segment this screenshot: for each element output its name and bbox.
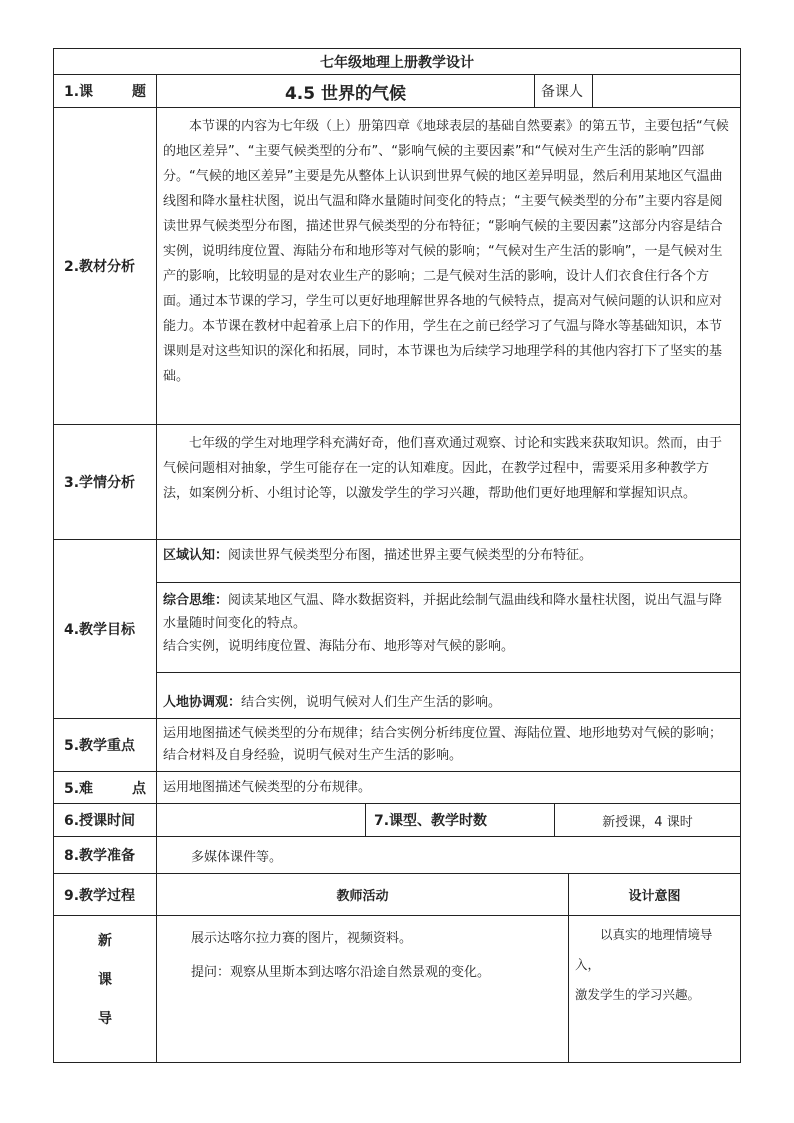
preparer-value[interactable]	[593, 75, 740, 107]
teacher-activity-line-2: 提问：观察从里斯本到达喀尔沿途自然景观的变化。	[191, 965, 491, 980]
process-header-row	[53, 874, 741, 916]
process-label: 9.教学过程	[54, 874, 157, 915]
design-intent-header: 设计意图	[628, 889, 681, 904]
teacher-activity-header: 教师活动	[157, 874, 569, 915]
goal-synthesis-text: 阅读某地区气温、降水数据资料，并据此绘制气温曲线和降水量柱状图，说出气温与降水量随时间变化的特点。	[163, 593, 723, 631]
goal-regional	[157, 540, 740, 583]
title-row	[53, 48, 741, 75]
difficulty-text: 运用地图描述气候类型的分布规律。	[163, 780, 372, 795]
goal-synthesis	[157, 583, 740, 673]
material-label: 2.教材分析	[54, 108, 157, 424]
difficulty-label-num: 5.难	[64, 780, 94, 797]
keypoints-label: 5.教学重点	[54, 719, 157, 771]
goals-label: 4.教学目标	[54, 540, 157, 718]
process-content-row	[53, 916, 741, 1063]
lesson-type-label: 7.课型、教学时数	[366, 804, 555, 836]
design-intent	[569, 916, 740, 1062]
stage-char-1: 新	[98, 933, 112, 949]
prep-text: 多媒体课件等。	[191, 849, 283, 865]
goals-row	[53, 540, 741, 719]
material-row	[53, 108, 741, 425]
goal-human-earth-head: 人地协调观：	[163, 695, 242, 710]
learners-text: 七年级的学生对地理学科充满好奇，他们喜欢通过观察、讨论和实践来获取知识。然而，由于气候问题相对抽象，学生可能存在一定的认知难度。因此，在教学过程中，需要采用多种教学方法，如案例分析、小组讨论等，以激发学生的学习兴趣，帮助他们更好地理解和掌握知识点。	[163, 436, 723, 501]
prep-row	[53, 837, 741, 874]
goals-content	[157, 540, 740, 718]
stage-label	[54, 916, 157, 1062]
difficulty-row	[53, 772, 741, 804]
topic-value: 4.5 世界的气候	[157, 75, 535, 107]
lesson-type-value: 新授课，4 课时	[602, 814, 693, 830]
teacher-activity	[157, 916, 569, 1062]
topic-label-end: 题	[132, 84, 146, 100]
design-intent-line-1: 以真实的地理情境导入，	[575, 927, 713, 972]
document-title: 七年级地理上册教学设计	[320, 54, 474, 71]
goal-human-earth-text: 结合实例，说明气候对人们生产生活的影响。	[241, 695, 502, 710]
difficulty-label	[54, 772, 157, 803]
goal-synthesis-head: 综合思维：	[163, 593, 229, 608]
prep-label: 8.教学准备	[54, 837, 157, 873]
keypoints-text: 运用地图描述气候类型的分布规律；结合实例分析纬度位置、海陆位置、地形地势对气候的影响；结合材料及自身经验，说明气候对生产生活的影响。	[163, 726, 723, 763]
keypoints-row	[53, 719, 741, 772]
design-intent-line-2: 激发学生的学习兴趣。	[575, 987, 701, 1002]
stage-char-3: 导	[98, 1011, 112, 1027]
time-label: 6.授课时间	[54, 804, 157, 836]
time-value[interactable]	[157, 804, 366, 836]
preparer-label: 备课人	[535, 75, 593, 107]
goal-synthesis-extra: 结合实例，说明纬度位置、海陆分布、地形等对气候的影响。	[163, 639, 515, 654]
learners-row	[53, 425, 741, 540]
teacher-activity-line-1: 展示达喀尔拉力赛的图片，视频资料。	[191, 931, 413, 946]
stage-char-2: 课	[98, 972, 112, 988]
topic-row	[53, 75, 741, 108]
goal-regional-text: 阅读世界气候类型分布图，描述世界主要气候类型的分布特征。	[228, 548, 593, 563]
difficulty-label-end: 点	[132, 780, 146, 797]
lesson-plan-table	[53, 48, 741, 1063]
material-text: 本节课的内容为七年级（上）册第四章《地球表层的基础自然要素》的第五节，主要包括“气候的地区差异”、“主要气候类型的分布”、“影响气候的主要因素”和“气候对生产生活的影响”四部分。“气候的地区差异”主要是先从整体上认识到世界气候的地区差异明显，然后利用某地区气温曲线图和降水量柱状图，说出气温和降水量随时间变化的特点；“主要气候类型的分布”主要内容是阅读世界气候类型分布图，描述世界气候类型的分布特征；“影响气候的主要因素”这部分内容是结合实例，说明纬度位置、海陆分布和地形等对气候的影响；“气候对生产生活的影响”，一是气候对生产的影响，比较明显的是对农业生产的影响；二是气候对生活的影响，设计人们衣食住行各个方面。通过本节课的学习，学生可以更好地理解世界各地的气候特点，提高对气候问题的认识和应对能力。本节课在教材中起着承上启下的作用，学生在之前已经学习了气温与降水等基础知识，本节课则是对这些知识的深化和拓展，同时，本节课也为后续学习地理学科的其他内容打下了坚实的基础。	[163, 119, 729, 384]
goal-human-earth	[157, 673, 740, 718]
topic-label	[54, 75, 157, 107]
time-row	[53, 804, 741, 837]
topic-label-num: 1.课	[64, 84, 94, 100]
learners-label: 3.学情分析	[54, 425, 157, 539]
goal-regional-head: 区域认知：	[163, 548, 229, 563]
